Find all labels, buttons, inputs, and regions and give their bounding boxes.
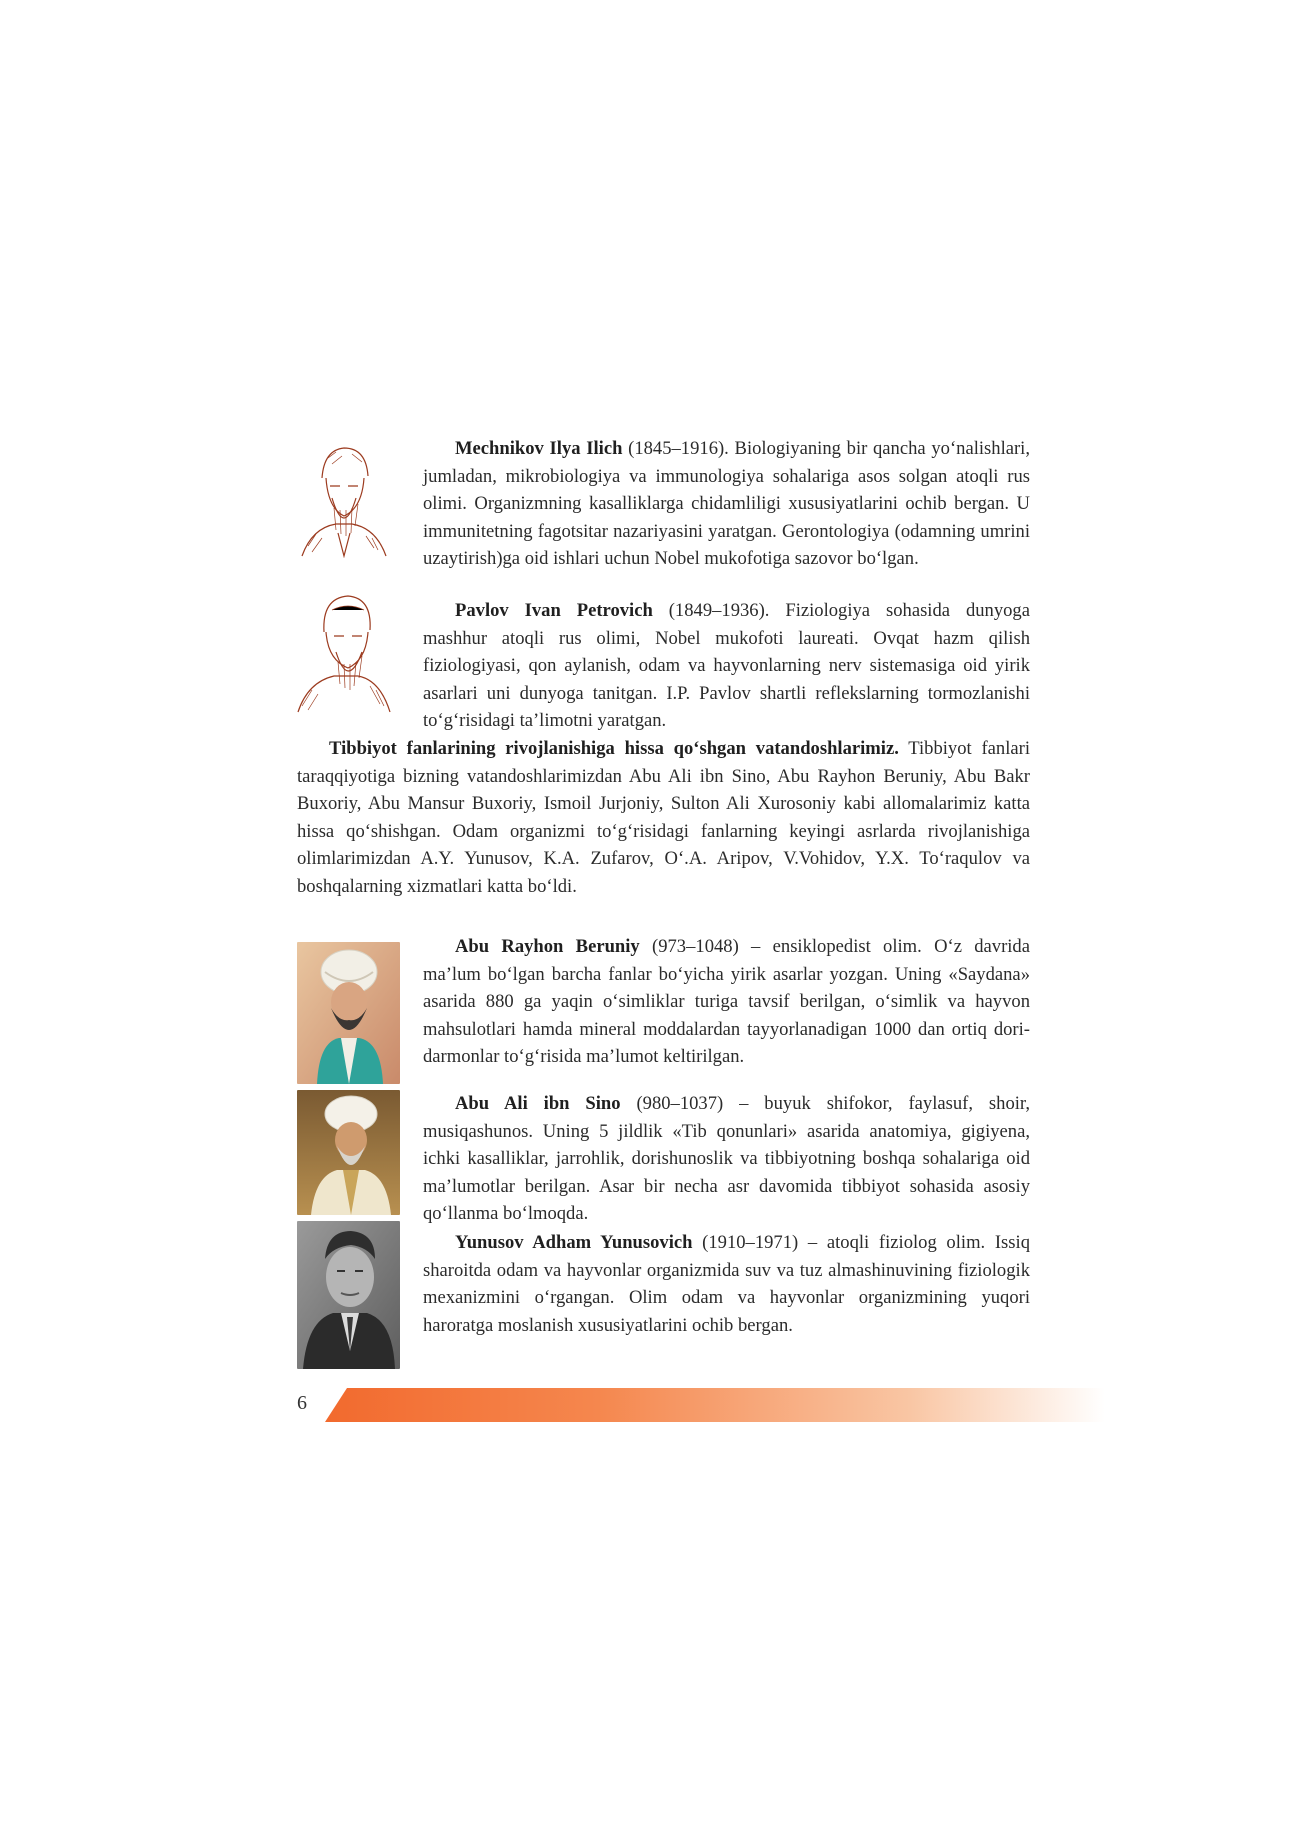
page-number: 6 [297,1392,307,1414]
pavlov-portrait [292,586,394,714]
beruniy-text: (973–1048) – ensiklopedist olim. O‘z davrida ma’lum bo‘lgan barcha fanlar bo‘yicha yirik asarlar yozgan. Uning «Saydana» asarida 880 ga yaqin o‘simliklar turiga tavsif berilgan, o‘simlik va hayvon mahsulotlari hamda mineral moddalardan tayyorlanadigan 1000 dan ortiq dori-darmonlar to‘g‘risida ma’lumot keltirilgan. [423,936,1030,1068]
mechnikov-portrait [292,438,392,558]
ibnsino-name: Abu Ali ibn Sino [455,1093,621,1114]
pavlov-section [423,597,1030,735]
mechnikov-text: (1845–1916). Biologiyaning bir qancha yo‘nalishlari, jumladan, mikrobiologiya va immunologiya sohalariga asos solgan atoqli rus olimi. Organizmning kasalliklarga chidamliligi xususiyatlarini ochib bergan. U immunitetning fagotsitar nazariyasini yaratgan. Gerontologiya (odamning umrini uzaytirish)ga oid ishlari uchun Nobel mukofotiga sazovor bo‘lgan. [423,438,1030,570]
beruniy-portrait [297,942,400,1084]
intro-text: Tibbiyot fanlari taraqqiyotiga bizning vatandoshlarimizdan Abu Ali ibn Sino, Abu Rayhon Beruniy, Abu Bakr Buxoriy, Abu Mansur Buxoriy, Ismoil Jurjoniy, Sulton Ali Xurosoniy kabi allomalarimiz katta hissa qo‘shishgan. Odam organizmi to‘g‘risidagi fanlarning keyingi asrlarda rivojlanishiga olimlarimizdan A.Y. Yunusov, K.A. Zufarov, O‘.A. Aripov, V.Vohidov, Y.X. To‘raqulov va boshqalarning xizmatlari katta bo‘ldi. [297,738,1030,897]
mechnikov-section [423,435,1030,573]
yunusov-name: Yunusov Adham Yunusovich [455,1232,693,1253]
yunusov-portrait [297,1221,400,1369]
mechnikov-name: Mechnikov Ilya Ilich [455,438,623,459]
ibnsino-text: (980–1037) – buyuk shifokor, faylasuf, shoir, musiqashunos. Uning 5 jildlik «Tib qonunlari» asarida anatomiya, gigiyena, ichki kasalliklar, jarrohlik, dorishunoslik va tibbiyotning boshqa sohalariga oid ma’lumotlar berilgan. Asar bir necha asr davomida tibbiyot sohasida asosiy qo‘llanma bo‘lmoqda. [423,1093,1030,1225]
ibnsino-portrait [297,1090,400,1215]
pavlov-text: (1849–1936). Fiziologiya sohasida dunyoga mashhur atoqli rus olimi, Nobel mukofoti laureati. Ovqat hazm qilish fiziologiyasi, qon aylanish, odam va hayvonlarning nerv sistemasiga oid yirik asarlari uni dunyoga tanitgan. I.P. Pavlov shartli reflekslarning tormozlanishi to‘g‘risidagi ta’limotni yaratgan. [423,600,1030,732]
ibnsino-section [423,1090,1030,1228]
beruniy-name: Abu Rayhon Beruniy [455,936,640,957]
pavlov-name: Pavlov Ivan Petrovich [455,600,653,621]
yunusov-section [423,1229,1030,1339]
yunusov-text: (1910–1971) – atoqli fiziolog olim. Issiq sharoitda odam va hayvonlar organizmida suv va tuz almashinuvining fiziologik mexanizmini o‘rgangan. Olim odam va hayvonlar organizmining yuqori haroratga moslanish xususiyatlarini ochib bergan. [423,1232,1030,1336]
beruniy-section [423,933,1030,1071]
intro-heading: Tibbiyot fanlarining rivojlanishiga hissa qo‘shgan vatandoshlarimiz. [329,738,899,759]
footer-decorative-bar [325,1388,1105,1422]
intro-section [297,735,1030,901]
